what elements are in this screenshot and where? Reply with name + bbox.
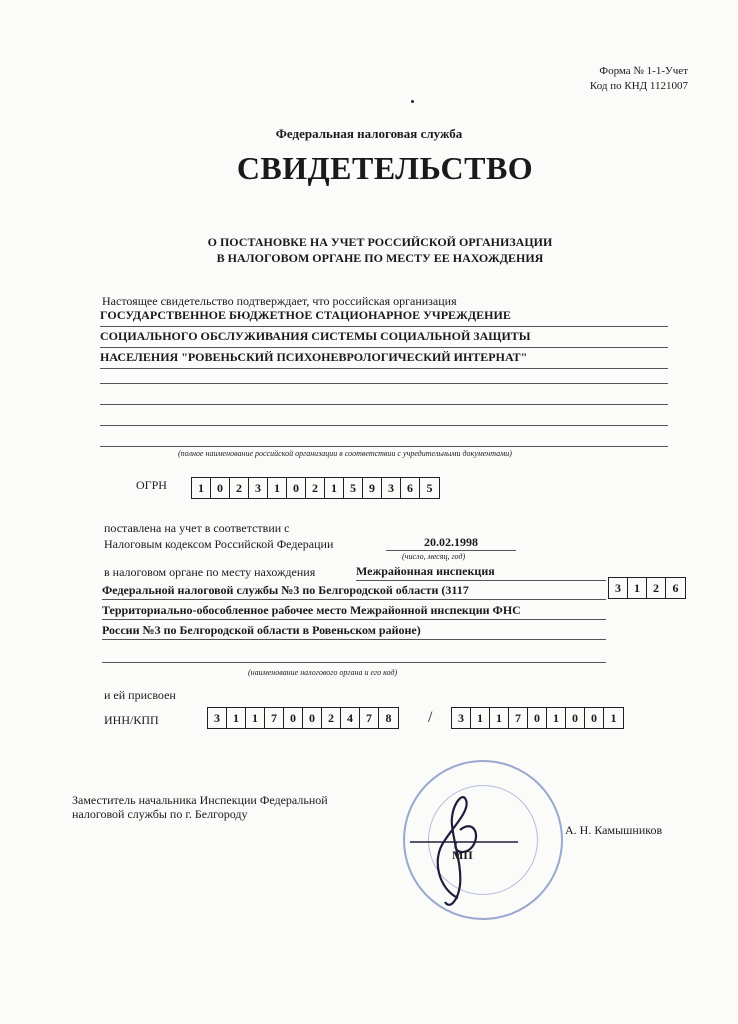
ogrn-digit: 2 [230,478,249,498]
ogrn-digit: 6 [401,478,420,498]
inn-digit: 4 [341,708,360,728]
certificate-title: СВИДЕТЕЛЬСТВО [236,150,534,186]
kpp-digit: 0 [528,708,547,728]
kpp-digit: 1 [610,711,617,725]
signer-name: А. Н. Камышников [565,823,663,837]
blank-line [100,425,668,426]
ogrn-digit: 9 [363,478,382,498]
ogrn-digit: 0 [211,478,230,498]
stamp-place-label: МП [452,848,473,862]
ogrn-label: ОГРН [136,478,167,492]
org-name-line-3: НАСЕЛЕНИЯ "РОВЕНЬСКИЙ ПСИХОНЕВРОЛОГИЧЕСКИЙ ИНТЕРНАТ" [100,348,668,369]
inn-digit: 2 [322,708,341,728]
tax-authority-line-2: Федеральной налоговой службы №3 по Белгородской области (3117 [102,581,606,600]
ogrn-digit: 3 [382,478,401,498]
inn-kpp-separator: / [428,709,433,726]
registration-line-2: Налоговым кодексом Российской Федерации [104,537,334,551]
ogrn-digit: 0 [287,478,306,498]
ogrn-digit: 1 [268,478,287,498]
signer-position-line-2: налоговой службы по г. Белгороду [72,807,248,821]
form-meta [590,64,688,94]
blank-line [102,662,606,663]
blank-line [100,383,668,384]
blank-line [100,404,668,405]
inn-digit: 7 [360,708,379,728]
ogrn-digit: 1 [192,478,211,498]
intro-text: Настоящее свидетельство подтверждает, что российская организация [102,294,457,308]
subtitle-line-1: О ПОСТАНОВКЕ НА УЧЕТ РОССИЙСКОЙ ОРГАНИЗАЦИИ [207,235,553,249]
registration-line-1: поставлена на учет в соответствии с [104,521,290,535]
kpp-digit: 3 [452,708,471,728]
inn-digit: 7 [265,708,284,728]
kpp-digit: 7 [509,708,528,728]
tax-authority-line-3: Территориально-обособленное рабочее место Межрайонной инспекции ФНС [102,601,606,620]
inn-digit: 8 [385,711,392,725]
assigned-label: и ей присвоен [104,688,176,702]
ogrn-digit: 5 [344,478,363,498]
tax-authority-prefix: в налоговом органе по месту нахождения [104,565,316,579]
ogrn-digit: 5 [426,481,433,495]
inn-boxes [207,707,399,729]
knd-code: Код по КНД 1121007 [589,80,688,92]
handwritten-signature [400,770,520,920]
form-number: Форма № 1-1-Учет [599,65,688,77]
inn-digit: 1 [246,708,265,728]
registration-date: 20.02.1998 [386,534,516,551]
kpp-digit: 1 [547,708,566,728]
kpp-digit: 0 [585,708,604,728]
agency-name: Федеральная налоговая служба [275,126,463,141]
tax-code-digit: 1 [628,578,647,598]
ogrn-digit: 1 [325,478,344,498]
kpp-digit: 1 [471,708,490,728]
stray-dot [411,100,414,103]
kpp-digit: 1 [490,708,509,728]
certificate-subtitle [0,234,738,266]
inn-digit: 3 [208,708,227,728]
tax-authority-line-1: Межрайонная инспекция [356,563,606,581]
tax-authority-code-boxes [608,577,686,599]
inn-digit: 1 [227,708,246,728]
inn-digit: 0 [303,708,322,728]
inn-kpp-label: ИНН/КПП [104,713,159,727]
org-name-caption: (полное наименование российской организации в соответствии с учредительными документами) [178,449,512,458]
org-name-line-2: СОЦИАЛЬНОГО ОБСЛУЖИВАНИЯ СИСТЕМЫ СОЦИАЛЬНОЙ ЗАЩИТЫ [100,327,668,348]
signer-position-line-1: Заместитель начальника Инспекции Федеральной [72,793,328,807]
subtitle-line-2: В НАЛОГОВОМ ОРГАНЕ ПО МЕСТУ ЕЕ НАХОЖДЕНИЯ [216,251,544,265]
kpp-boxes [451,707,624,729]
blank-line [100,446,668,447]
org-name-line-1: ГОСУДАРСТВЕННОЕ БЮДЖЕТНОЕ СТАЦИОНАРНОЕ УЧРЕЖДЕНИЕ [100,306,668,327]
tax-authority-line-4: России №3 по Белгородской области в Ровеньском районе) [102,621,606,640]
tax-authority-caption: (наименование налогового органа и его код) [248,668,398,677]
ogrn-digit: 3 [249,478,268,498]
kpp-digit: 0 [566,708,585,728]
ogrn-boxes [191,477,440,499]
tax-code-digit: 3 [609,578,628,598]
tax-code-digit: 6 [672,581,679,595]
ogrn-digit: 2 [306,478,325,498]
tax-code-digit: 2 [647,578,666,598]
date-caption: (число, месяц, год) [402,552,466,561]
inn-digit: 0 [284,708,303,728]
